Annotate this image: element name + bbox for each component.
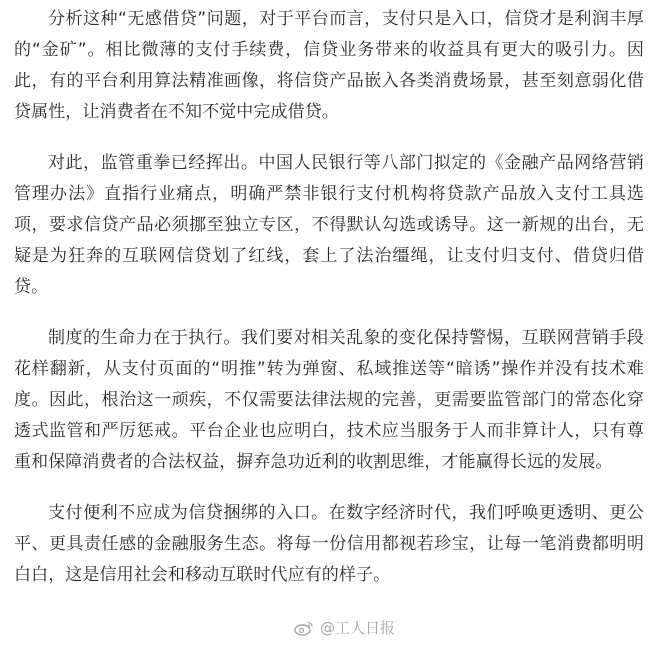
paragraph-2: 对此，监管重拳已经挥出。中国人民银行等八部门拟定的《金融产品网络营销管理办法》直指行业痛点，明确严禁非银行支付机构将贷款产品放入支付工具选项，要求信贷产品必须挪至独立专区，不得默认勾选或诱导。这一新规的出台，无疑是为狂奔的互联网信贷划了红线，套上了法治缰绳，让支付归支付、借贷归借贷。 bbox=[14, 153, 644, 297]
paragraph-1: 分析这种“无感借贷”问题，对于平台而言，支付只是入口，信贷才是利润丰厚的“金矿”。相比微薄的支付手续费，信贷业务带来的收益具有更大的吸引力。因此，有的平台利用算法精准画像，将信贷产品嵌入各类消费场景，甚至刻意弱化借贷属性，让消费者在不知不觉中完成借贷。 bbox=[14, 9, 644, 122]
article-body bbox=[14, 4, 644, 591]
paragraph-4: 支付便利不应成为信贷捆绑的入口。在数字经济时代，我们呼唤更透明、更公平、更具责任感的金融服务生态。将每一份信用都视若珍宝，让每一笔消费都明明白白，这是信用社会和移动互联时代应有的样子。 bbox=[14, 503, 644, 585]
watermark-text: @工人日报 bbox=[320, 619, 396, 637]
weibo-icon bbox=[294, 620, 314, 636]
watermark bbox=[294, 617, 395, 638]
paragraph-3: 制度的生命力在于执行。我们要对相关乱象的变化保持警惕，互联网营销手段花样翻新，从支付页面的“明推”转为弹窗、私域推送等“暗诱”操作并没有技术难度。因此，根治这一顽疾，不仅需要法律法规的完善，更需要监管部门的常态化穿透式监管和严厉惩戒。平台企业也应明白，技术应当服务于人而非算计人，只有尊重和保障消费者的合法权益，摒弃急功近利的收割思维，才能赢得长远的发展。 bbox=[14, 328, 644, 472]
